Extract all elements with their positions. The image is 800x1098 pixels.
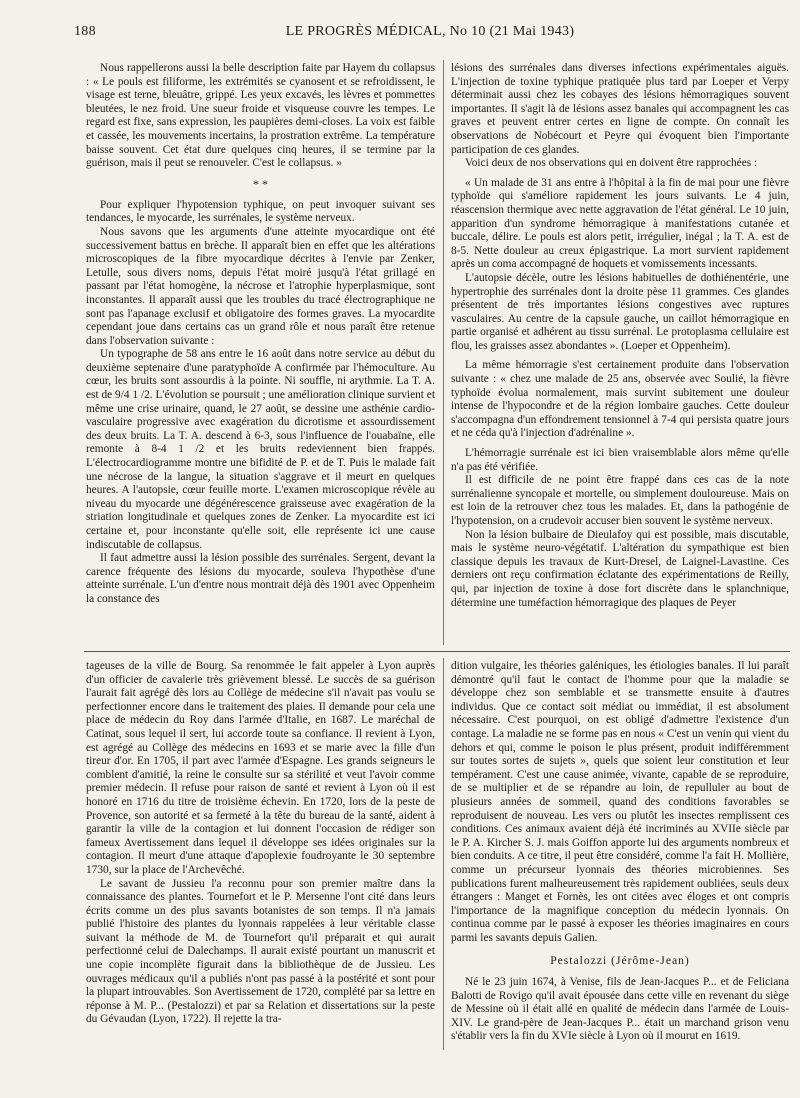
paragraph: L'autopsie décèle, outre les lésions habituelles de dothiénentérie, une hypertrophie des surrénales dont la droite pèse 11 grammes. Ces glandes présentent de très importantes lésions congestives avec ruptures vasculaires. Au centre de la capsule gauche, un caillot hémorragique en partie organisé et adhérent au tissu surrénal. Le protoplasma cellulaire est flou, les graisses assez abondantes ». (Loeper et Oppenheim).	[451, 271, 789, 352]
paragraph: Pour expliquer l'hypotension typhique, on peut invoquer suivant ses tendances, le myocarde, les surrénales, le système nerveux.	[86, 198, 435, 225]
paragraph: lésions des surrénales dans diverses infections expérimentales aiguës. L'injection de toxine typhique pratiquée plus tard par Loeper et Verpy déterminait aussi chez les cobayes des lésions hémorragiques souvent importantes. Il s'agit là de lésions assez banales qui accompagnent les cas graves et peuvent entrer certes en ligne de compte. On connaît les observations de Nobécourt et Peyre qui évoquent bien l'importante participation de ces glandes.	[451, 62, 789, 156]
paragraph: Non la lésion bulbaire de Dieulafoy qui est possible, mais discutable, mais le système neuro-végétatif. L'altération du sympathique est bien classique depuis les travaux de Kurt-Dresel, de Laignel-Lavastine. Ces derniers ont reçu confirmation éclatante des expérimentations de Reilly, qui, par injection de toxine à dose fort discrète dans le splanchnique, détermine une tuméfaction hémorragique des plaques de Peyer	[451, 528, 789, 609]
paragraph: « Un malade de 31 ans entre à l'hôpital à la fin de mai pour une fièvre typhoïde qui s'améliore rapidement les jours suivants. Le 4 juin, réascension thermique avec nette aggravation de l'état général. Le 10 juin, apparition d'un syndrome hémorragique à manifestations cutanée et buccale, délire. Le pouls est alors petit, irrégulier, inégal ; la T. A. est de 8-5. Nette douleur au creux épigastrique. La mort survient rapidement après un coma accompagné de hoquets et vomissements incessants.	[451, 176, 789, 271]
column-top-left	[86, 62, 435, 607]
paragraph: L'hémorragie surrénale est ici bien vraisemblable alors même qu'elle n'a pas été vérifiée.	[451, 447, 789, 473]
column-divider-bottom	[443, 658, 444, 1050]
paragraph: Nous rappellerons aussi la belle description faite par Hayem du collapsus : « Le pouls est filiforme, les extrémités se cyanosent et se refroidissent, le visage est terne, bleuâtre, grippé. Les yeux excavés, les lèvres et pommettes bleutées, le nez froid. Une sueur froide et visqueuse couvre les tempes. Le regard est fixe, sans expression, les paupières demi-closes. La voix est faible et cassée, les mouvements incertains, la prostration extrême. La température baisse souvent. Cet état dure quelques cinq heures, il se termine par la guérison, mais il peut se renouveler. C'est le collapsus. »	[86, 62, 435, 170]
paragraph: Il est difficile de ne point être frappé dans ces cas de la note surrénalienne syncopale et mortelle, ou simplement douloureuse. Mais on est loin de la retrouver chez tous les malades. Et, dans la pathogénie de l'hypotension, on a crudevoir accuser bien souvent le système nerveux.	[451, 474, 789, 527]
paragraph: dition vulgaire, les théories galéniques, les étiologies banales. Il lui paraît démontré qu'il faut le contact de l'homme pour que la maladie se développe chez son semblable et se transmette ensuite à d'autres individus. Que ce contact soit médiat ou immédiat, il est absolument nécessaire. C'est pourquoi, on est obligé d'admettre l'existence d'un contage. La maladie ne se forme pas en nous « C'est un venin qui vient du dehors et qui, comme le poison le plus présent, produit indifféremment sur toutes sortes de sujets », quels que soient leur constitution et leur tempérament. C'est une cause animée, vivante, capable de se reproduire, de se multiplier et de se répandre au loin, de repulluler au bout de plusieurs années de sommeil, quand des conditions favorables se reproduisent de nouveau. Les vers ou plutôt les insectes remplissent ces conditions. Ces animaux avaient déjà été incriminés au XVIIe siècle par le P. A. Kircher S. J. mais Goiffon apporte lui des arguments nombreux et bien conduits. A ce titre, il peut être considéré, comme l'a fait H. Mollière, comme un précurseur lyonnais des théories microbiennes. Ses publications furent malheureusement très rapidement oubliées, seuls deux étrangers : Manget et Fornès, les ont citées avec éloges et ont compris l'importance de la magnifique conception du médecin lyonnais. On continua comme par le passé à exposer les théories imaginaires en cours parmi les savants depuis Galien.	[451, 660, 789, 944]
paragraph: Un typographe de 58 ans entre le 16 août dans notre service au début du deuxième septenaire d'une paratyphoïde A confirmée par l'hémoculture. Au cœur, les bruits sont assourdis à la pointe. Ni souffle, ni arythmie. La T. A. est de 9/4 1 /2. L'évolution se poursuit ; une amélioration clinique survient et même une crise urinaire, quand, le 27 août, se dessine une asthénie cardio-vasculaire progressive avec exagération du dicrotisme et assourdissement des deux bruits. La T. A. descend à 6-3, sous l'influence de l'ouabaïne, elle remonte à 8-4 1 /2 et les bruits redeviennent bien frappés. L'électrocardiogramme montre une bifidité de P. et de T. Puis le malade fait une nécrose de la langue, la situation s'aggrave et il meurt en quelques heures. A l'autopsie, cœur feuille morte. L'examen microscopique révèle au niveau du myocarde une dégénérescence graisseuse avec exagération de la striation longitudinale et quelques zones de Zenker. La myocardite est ici certaine et, pour inconstante qu'elle soit, elle représente ici une cause indiscutable de collapsus.	[86, 348, 435, 551]
paragraph: Nous savons que les arguments d'une atteinte myocardique ont été successivement battus en brèche. Il apparaît bien en effet que les altérations microscopiques de la fibre myocardique décrites à l'envie par Zenker, Letulle, sous divers noms, depuis l'état moiré jusqu'à l'état grillagé en passant par l'état homogène, la nécrose et l'atrophie hyperplasmique, sont inconstantes. Il apparaît aussi que les troubles du tracé électrographique ne sont pas l'apanage exclusif et obligatoire des formes graves. La myocardite cependant joue dans certains cas un grand rôle et nous paraît être retenue dans l'observation suivante :	[86, 225, 435, 347]
page-header	[74, 24, 786, 44]
paragraph: tageuses de la ville de Bourg. Sa renommée le fait appeler à Lyon auprès d'un officier de cavalerie très grièvement blessé. Le succès de sa guérison l'aurait fait agrégé dès lors au Collège de médecine s'il n'avait pas voulu se perfectionner encore dans le traitement des plaies. Il demande pour cela une place de médecin du Roy dans l'armée d'Italie, en 1687. Le maréchal de Catinat, sous lequel il sert, lui accorde toute sa confiance. Il revient à Lyon, est agrégé au Collège des médecins en 1693 et se marie avec la fille d'un tireur d'or. En 1705, il part avec l'armée d'Espagne. Les grands seigneurs le comblent d'amitié, la reine le consulte sur sa stérilité et veut l'avoir comme premier médecin. Il refuse pour raison de santé et revient à Lyon où il est honoré en 1716 du titre de troisième échevin. En 1720, lors de la peste de Provence, son autorité et sa fermeté à la tête du bureau de la santé, aident à garantir la ville de la contagion et lui donnent l'occasion de rédiger son fameux Avertissement dans lequel il développe ses idées originales sur la contagion. Il meurt d'une attaque d'apoplexie foudroyante le 30 septembre 1730, sur la place de l'Archevêché.	[86, 660, 435, 876]
column-top-right	[451, 62, 789, 610]
section-divider	[84, 651, 790, 652]
paragraph: Il faut admettre aussi la lésion possible des surrénales. Sergent, devant la carence fréquente des lésions du myocarde, souleva l'hypothèse d'une atteinte surrénale. L'un d'entre nous montrait déjà dès 1901 avec Oppenheim la constance des	[86, 552, 435, 605]
paragraph: La même hémorragie s'est certainement produite dans l'observation suivante : « chez une malade de 25 ans, observée avec Soulié, la fièvre typhoïde évolua normalement, mais survint subitement une douleur intense de l'hypocondre et de la région lombaire gauches. Cette douleur s'accompagna d'un effondrement tensionnel à 7-4 qui persista quatre jours et ne céda qu'à l'injection d'adrénaline ».	[451, 359, 789, 440]
column-bottom-left	[86, 660, 435, 1027]
page-number: 188	[74, 24, 96, 39]
paragraph: Né le 23 juin 1674, à Venise, fils de Jean-Jacques P... et de Feliciana Balotti de Rovigo qu'il avait épousée dans cette ville en revenant du siège de Messine où il était allé en qualité de médecin dans l'armée de Louis-XIV. Le grand-père de Jean-Jacques P... était un marchand grison venu s'établir vers la fin du XVIe siècle à Lyon où il mourut en 1619.	[451, 976, 789, 1043]
column-divider-top	[443, 60, 444, 645]
section-separator-stars: * *	[253, 176, 268, 191]
column-bottom-right	[451, 660, 789, 1044]
paragraph: Voici deux de nos observations qui en doivent être rapprochées :	[465, 157, 758, 170]
journal-title: LE PROGRÈS MÉDICAL, No 10 (21 Mai 1943)	[285, 24, 575, 39]
section-title: Pestalozzi (Jérôme-Jean)	[550, 954, 690, 968]
paragraph: Le savant de Jussieu l'a reconnu pour son premier maître dans la connaissance des plantes. Tournefort et le P. Mersenne l'ont cité dans leurs écrits comme un des plus savants botanistes de son temps. Il n'a jamais publié l'histoire des plantes du lyonnais rappelées à leur véritable classe suivant la méthode de M. de Tournefort qu'il préparait et qui aurait perfectionné celui de Dalechamps. Il aurait existé pourtant un manuscrit et une copie incomplète figurait dans la bibliothèque de de Jussieu. Les ouvrages médicaux qu'il a publiés n'ont pas passé à la postérité et sont pour la plupart introuvables. Son Avertissement de 1720, complété par sa lettre en réponse à M. P... (Pestalozzi) et par sa Relation et dissertations sur la peste du Gévaudan (Lyon, 1722). Il rejette la tra-	[86, 877, 435, 1026]
